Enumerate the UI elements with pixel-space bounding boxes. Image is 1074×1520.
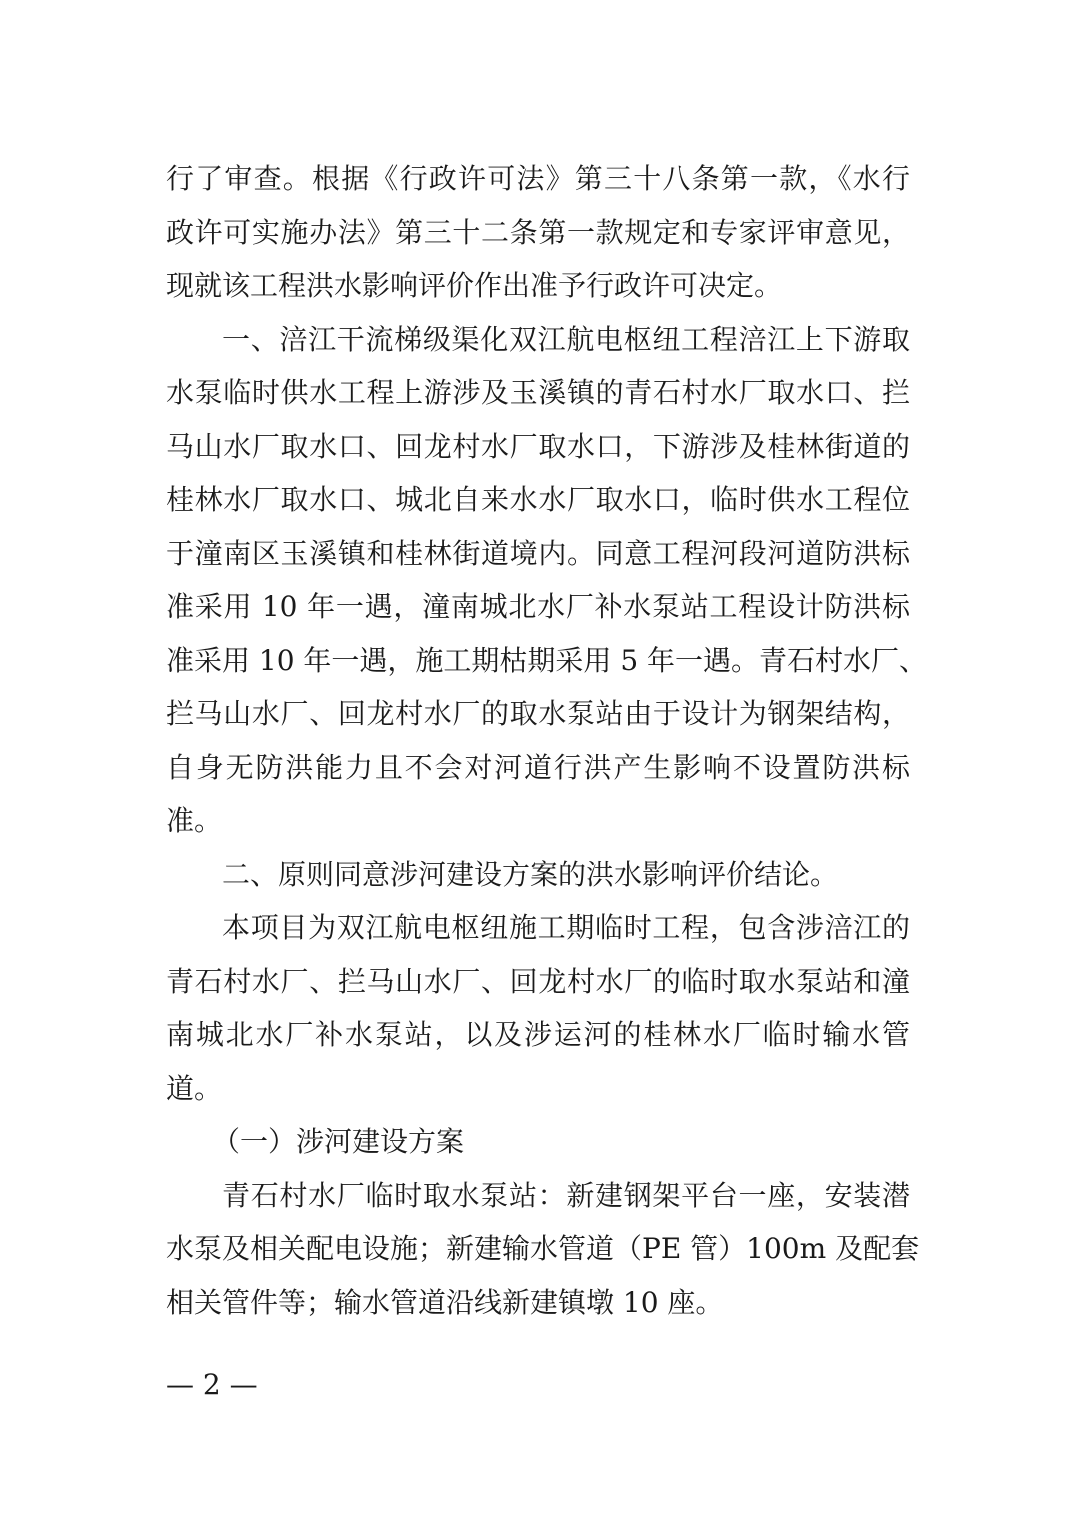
text-line: 准采用 10 年一遇，潼南城北水厂补水泵站工程设计防洪标 (166, 590, 910, 623)
text-line: 道。 (166, 1071, 223, 1105)
text-line: 行了审查。根据《行政许可法》第三十八条第一款，《水行 (166, 162, 910, 195)
text-line: 于潼南区玉溪镇和桂林街道境内。同意工程河段河道防洪标 (166, 536, 910, 570)
text-line: 水泵及相关配电设施；新建输水管道（PE 管）100m 及配套 (166, 1232, 920, 1265)
document-body (166, 152, 928, 1329)
text-line: 政许可实施办法》第三十二条第一款规定和专家评审意见， (166, 215, 910, 249)
paragraph-qingshi-station: 青石村水厂临时取水泵站：新建钢架平台一座，安装潜 (222, 1178, 910, 1212)
paragraph-project-scope: 本项目为双江航电枢纽施工期临时工程，包含涉涪江的 (222, 911, 910, 944)
text-line: 马山水厂取水口、回龙村水厂取水口，下游涉及桂林街道的 (166, 429, 910, 463)
paragraph-item-two: 二、原则同意涉河建设方案的洪水影响评价结论。 (222, 857, 839, 891)
text-line: 自身无防洪能力且不会对河道行洪产生影响不设置防洪标 (166, 750, 910, 784)
text-line: 拦马山水厂、回龙村水厂的取水泵站由于设计为钢架结构， (166, 697, 910, 730)
text-line: 青石村水厂、拦马山水厂、回龙村水厂的临时取水泵站和潼 (166, 964, 910, 998)
text-line: 准采用 10 年一遇，施工期枯期采用 5 年一遇。青石村水厂、 (166, 643, 928, 677)
text-line: 南城北水厂补水泵站，以及涉运河的桂林水厂临时输水管 (166, 1018, 910, 1051)
page-number: — 2 — (166, 1368, 258, 1401)
text-line: 准。 (166, 804, 223, 837)
text-line: 水泵临时供水工程上游涉及玉溪镇的青石村水厂取水口、拦 (166, 376, 910, 409)
section-heading: （一）涉河建设方案 (212, 1125, 465, 1158)
paragraph-item-one: 一、涪江干流梯级渠化双江航电枢纽工程涪江上下游取 (222, 322, 910, 356)
text-line: 相关管件等；输水管道沿线新建镇墩 10 座。 (166, 1285, 724, 1319)
text-line: 现就该工程洪水影响评价作出准予行政许可决定。 (166, 269, 783, 302)
text-line: 桂林水厂取水口、城北自来水水厂取水口，临时供水工程位 (166, 483, 910, 516)
